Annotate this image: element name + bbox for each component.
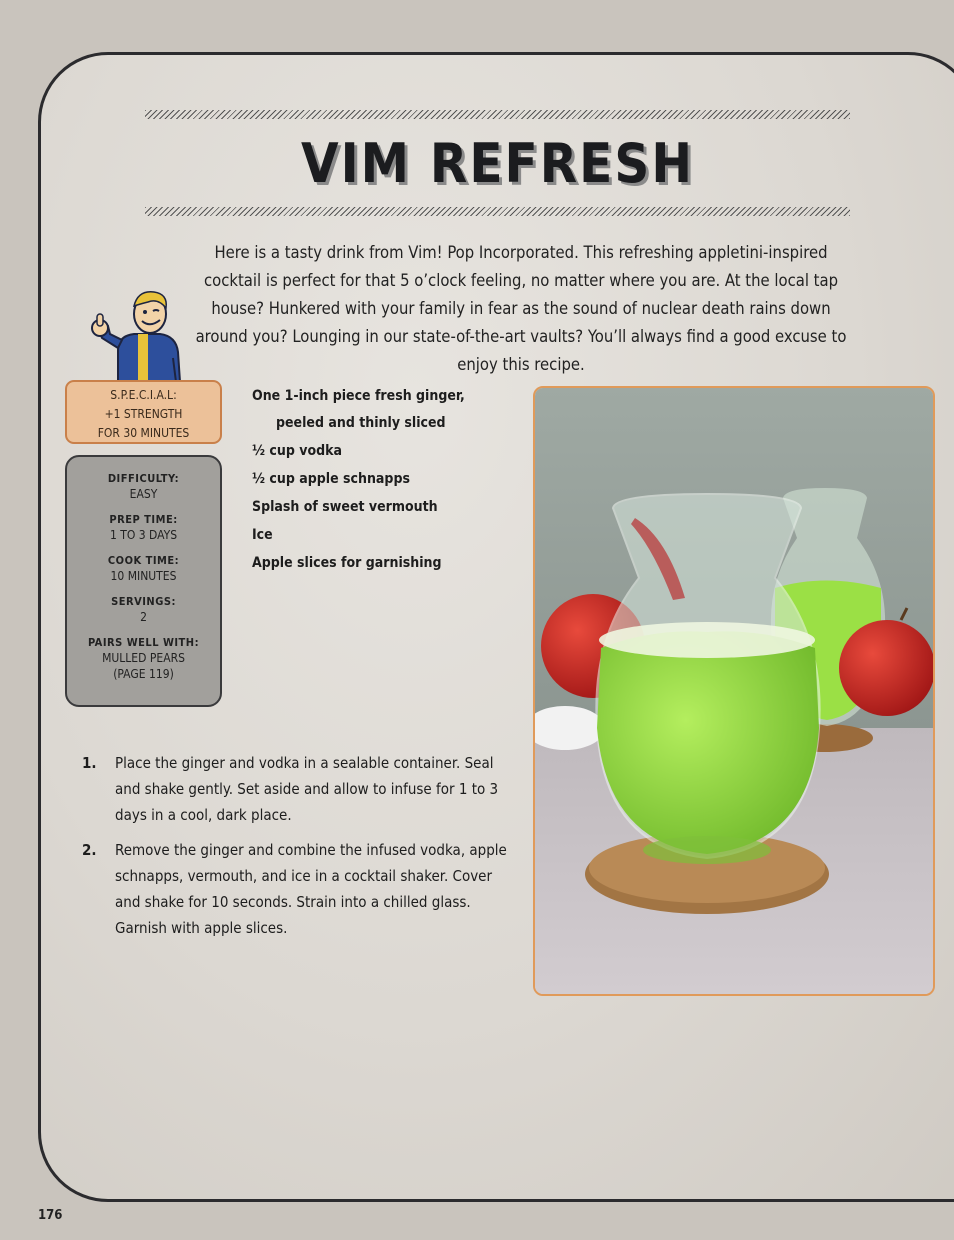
cocktail-illustration: [535, 388, 933, 994]
title-rule-top: [145, 110, 850, 119]
instructions-list: [82, 750, 512, 950]
ingredient-item: Apple slices for garnishing: [252, 555, 442, 571]
cocktail-photo: [533, 386, 935, 996]
recipe-stats-panel: [65, 455, 222, 707]
ingredient-item: One 1-inch piece fresh ginger,: [252, 388, 465, 404]
intro-paragraph: Here is a tasty drink from Vim! Pop Incorporated. This refreshing appletini-inspired cocktail is perfect for that 5 o’clock feeling, no matter where you are. At the local tap house? Hunkered with your family in fear as the sound of nuclear death rains down around you? Lounging in our state-of-the-art vaults? You’ll always find a good excuse to enjoy this recipe.: [195, 243, 847, 374]
difficulty-label: DIFFICULTY:: [107, 472, 180, 485]
special-line-3: FOR 30 MINUTES: [97, 426, 190, 440]
ingredient-item: peeled and thinly sliced: [276, 415, 446, 431]
special-line-1: S.P.E.C.I.A.L:: [110, 388, 177, 402]
step-text: Place the ginger and vodka in a sealable container. Seal and shake gently. Set aside and allow to infuse for 1 to 3 days in a cool, dark place.: [115, 754, 499, 824]
servings-label: SERVINGS:: [111, 595, 176, 608]
servings-value: 2: [140, 610, 147, 624]
step-text: Remove the ginger and combine the infused vodka, apple schnapps, vermouth, and ice in a cocktail shaker. Cover and shake for 10 seconds. Strain into a chilled glass. Garnish with apple slices.: [115, 841, 507, 937]
title-rule-bottom: [145, 207, 850, 216]
cook-time-label: COOK TIME:: [107, 554, 180, 567]
page-number: 176: [38, 1208, 63, 1223]
vault-boy-thumbs-up-icon: [88, 288, 188, 382]
instruction-step: [82, 750, 512, 828]
instruction-step: [82, 837, 512, 941]
ingredient-item: ½ cup vodka: [252, 443, 343, 459]
recipe-title: VIM REFRESH: [301, 132, 694, 195]
ingredient-item: Ice: [252, 527, 273, 543]
special-badge: [65, 380, 222, 444]
difficulty-value: EASY: [129, 487, 158, 501]
prep-time-value: 1 TO 3 DAYS: [109, 528, 178, 542]
ingredients-list: [252, 382, 522, 577]
special-line-2: +1 STRENGTH: [104, 407, 183, 421]
cook-time-value: 10 MINUTES: [110, 569, 177, 583]
pairs-well-value-2: (PAGE 119): [113, 667, 174, 681]
pairs-well-value-1: MULLED PEARS: [102, 651, 185, 665]
prep-time-label: PREP TIME:: [109, 513, 178, 526]
ingredient-item: ½ cup apple schnapps: [252, 471, 410, 487]
ingredient-item: Splash of sweet vermouth: [252, 499, 438, 515]
pairs-well-label: PAIRS WELL WITH:: [87, 636, 200, 649]
step-number: 1.: [82, 754, 97, 772]
step-number: 2.: [82, 841, 97, 859]
